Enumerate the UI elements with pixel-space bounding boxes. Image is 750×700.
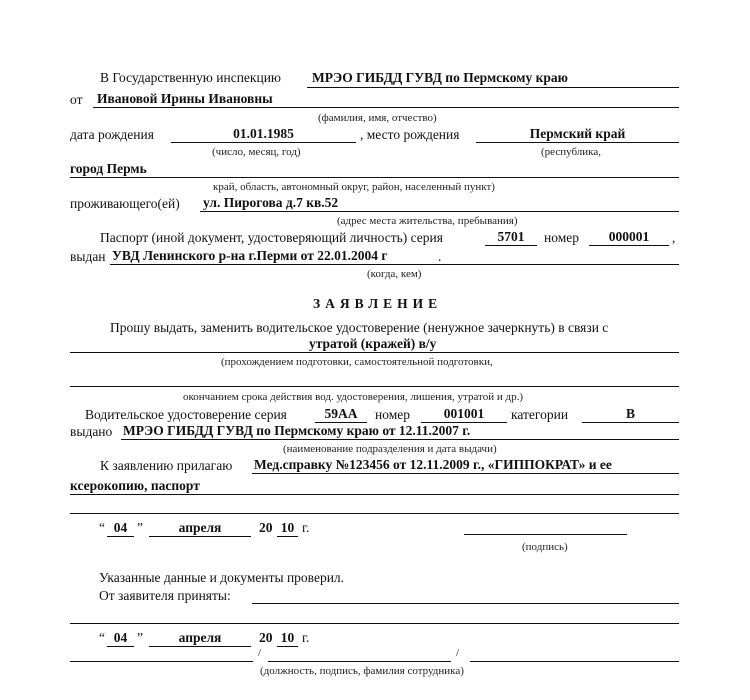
attach-line-2 bbox=[70, 494, 679, 495]
checked-text: Указанные данные и документы проверил. bbox=[99, 570, 345, 585]
birthdate-hint: (число, месяц, год) bbox=[212, 146, 301, 158]
license-issued-value[interactable]: МРЭО ГИБДД ГУВД по Пермскому краю от 12.11.2007 г. bbox=[123, 423, 471, 438]
passport-number-line bbox=[589, 245, 669, 246]
signature-hint: (подпись) bbox=[522, 541, 568, 553]
birthplace-hint: (республика, bbox=[541, 146, 601, 158]
reason-value[interactable]: утратой (кражей) в/у bbox=[309, 336, 437, 351]
signature-line[interactable] bbox=[464, 534, 627, 535]
slash-1: / bbox=[258, 647, 262, 659]
employee-signature-line[interactable] bbox=[268, 661, 451, 662]
category-label: категории bbox=[511, 407, 569, 422]
passport-number-value[interactable]: 000001 bbox=[608, 229, 650, 244]
date1-year-prefix: 20 bbox=[259, 520, 273, 535]
residence-hint: (адрес места жительства, пребывания) bbox=[337, 215, 518, 227]
recipient-label: В Государственную инспекцию bbox=[100, 70, 281, 85]
birthdate-label: дата рождения bbox=[70, 127, 154, 142]
issued-label: выдан bbox=[70, 249, 106, 264]
date2-day-line bbox=[107, 646, 134, 647]
license-number-value[interactable]: 001001 bbox=[443, 406, 485, 421]
birthplace-value-2[interactable]: город Пермь bbox=[70, 161, 147, 176]
license-label: Водительское удостоверение серия bbox=[85, 407, 287, 422]
passport-series-line bbox=[485, 245, 537, 246]
reason-line-1 bbox=[70, 352, 679, 353]
date2-open-quote: “ bbox=[99, 630, 105, 645]
from-line bbox=[93, 107, 679, 108]
accepted-line[interactable] bbox=[252, 603, 679, 604]
slash-2: / bbox=[456, 647, 460, 659]
attach-value-2[interactable]: ксерокопию, паспорт bbox=[70, 478, 200, 493]
birthplace-line bbox=[476, 142, 679, 143]
issued-hint: (когда, кем) bbox=[367, 268, 422, 280]
birthplace-label: , место рождения bbox=[360, 127, 460, 142]
birthplace-value[interactable]: Пермский край bbox=[529, 126, 626, 141]
date2-year-unit: г. bbox=[302, 630, 310, 645]
license-issued-line bbox=[121, 439, 679, 440]
date2-month-line bbox=[149, 646, 251, 647]
employee-hint: (должность, подпись, фамилия сотрудника) bbox=[260, 665, 464, 677]
issued-line bbox=[110, 264, 679, 265]
reason-line-2 bbox=[70, 386, 679, 387]
accepted-label: От заявителя приняты: bbox=[99, 588, 231, 603]
attach-label: К заявлению прилагаю bbox=[100, 458, 233, 473]
issued-value[interactable]: УВД Ленинского р-на г.Перми от 22.01.2004 г bbox=[112, 248, 388, 263]
date1-day[interactable]: 04 bbox=[113, 520, 128, 535]
reason-hint-1: (прохождением подготовки, самостоятельной подготовки, bbox=[221, 356, 493, 368]
request-text: Прошу выдать, заменить водительское удостоверение (ненужное зачеркнуть) в связи с bbox=[110, 320, 609, 335]
date1-year-suffix[interactable]: 10 bbox=[280, 520, 295, 535]
reason-hint-2: окончанием срока действия вод. удостоверения, лишения, утратой и др.) bbox=[183, 391, 523, 403]
passport-number-label: номер bbox=[544, 230, 580, 245]
date1-year-unit: г. bbox=[302, 520, 310, 535]
date2-month[interactable]: апреля bbox=[178, 630, 222, 645]
passport-label: Паспорт (иной документ, удостоверяющий личность) серия bbox=[100, 230, 443, 245]
date1-year-line bbox=[277, 536, 298, 537]
blank-line bbox=[70, 513, 679, 514]
employee-name-line[interactable] bbox=[470, 661, 679, 662]
date1-open-quote: “ bbox=[99, 520, 105, 535]
category-value[interactable]: В bbox=[625, 406, 635, 421]
residence-line bbox=[200, 211, 679, 212]
attach-value-1[interactable]: Мед.справку №123456 от 12.11.2009 г., «ГИППОКРАТ» и ее bbox=[254, 457, 612, 472]
from-label: от bbox=[70, 92, 83, 107]
license-number-label: номер bbox=[375, 407, 411, 422]
date2-day[interactable]: 04 bbox=[113, 630, 128, 645]
residence-label: проживающего(ей) bbox=[70, 196, 180, 211]
birthplace-line-2 bbox=[70, 177, 679, 178]
date2-year-line bbox=[277, 646, 298, 647]
from-hint: (фамилия, имя, отчество) bbox=[318, 112, 437, 124]
document-title: ЗАЯВЛЕНИЕ bbox=[313, 296, 443, 311]
birthdate-line bbox=[171, 142, 356, 143]
category-line bbox=[582, 422, 679, 423]
date2-year-suffix[interactable]: 10 bbox=[280, 630, 295, 645]
date1-month-line bbox=[149, 536, 251, 537]
birthplace-hint-2: край, область, автономный округ, район, населенный пункт) bbox=[213, 181, 495, 193]
license-issued-label: выдано bbox=[70, 424, 113, 439]
comma: , bbox=[672, 230, 676, 245]
date2-year-prefix: 20 bbox=[259, 630, 273, 645]
date2-close-quote: ” bbox=[137, 630, 143, 645]
passport-series-value[interactable]: 5701 bbox=[497, 229, 525, 244]
license-series-value[interactable]: 59АА bbox=[324, 406, 358, 421]
attach-line-1 bbox=[252, 473, 679, 474]
recipient-value[interactable]: МРЭО ГИБДД ГУВД по Пермскому краю bbox=[312, 70, 568, 85]
applicant-name-value[interactable]: Ивановой Ирины Ивановны bbox=[97, 91, 273, 106]
license-issued-hint: (наименование подразделения и дата выдачи) bbox=[283, 443, 497, 455]
issued-dot: . bbox=[438, 249, 442, 264]
residence-value[interactable]: ул. Пирогова д.7 кв.52 bbox=[203, 195, 339, 210]
date1-month[interactable]: апреля bbox=[178, 520, 222, 535]
date1-close-quote: ” bbox=[137, 520, 143, 535]
recipient-line bbox=[307, 87, 679, 88]
date1-day-line bbox=[107, 536, 134, 537]
employee-position-line[interactable] bbox=[70, 661, 253, 662]
birthdate-value[interactable]: 01.01.1985 bbox=[233, 126, 294, 141]
blank-line-2 bbox=[70, 623, 679, 624]
